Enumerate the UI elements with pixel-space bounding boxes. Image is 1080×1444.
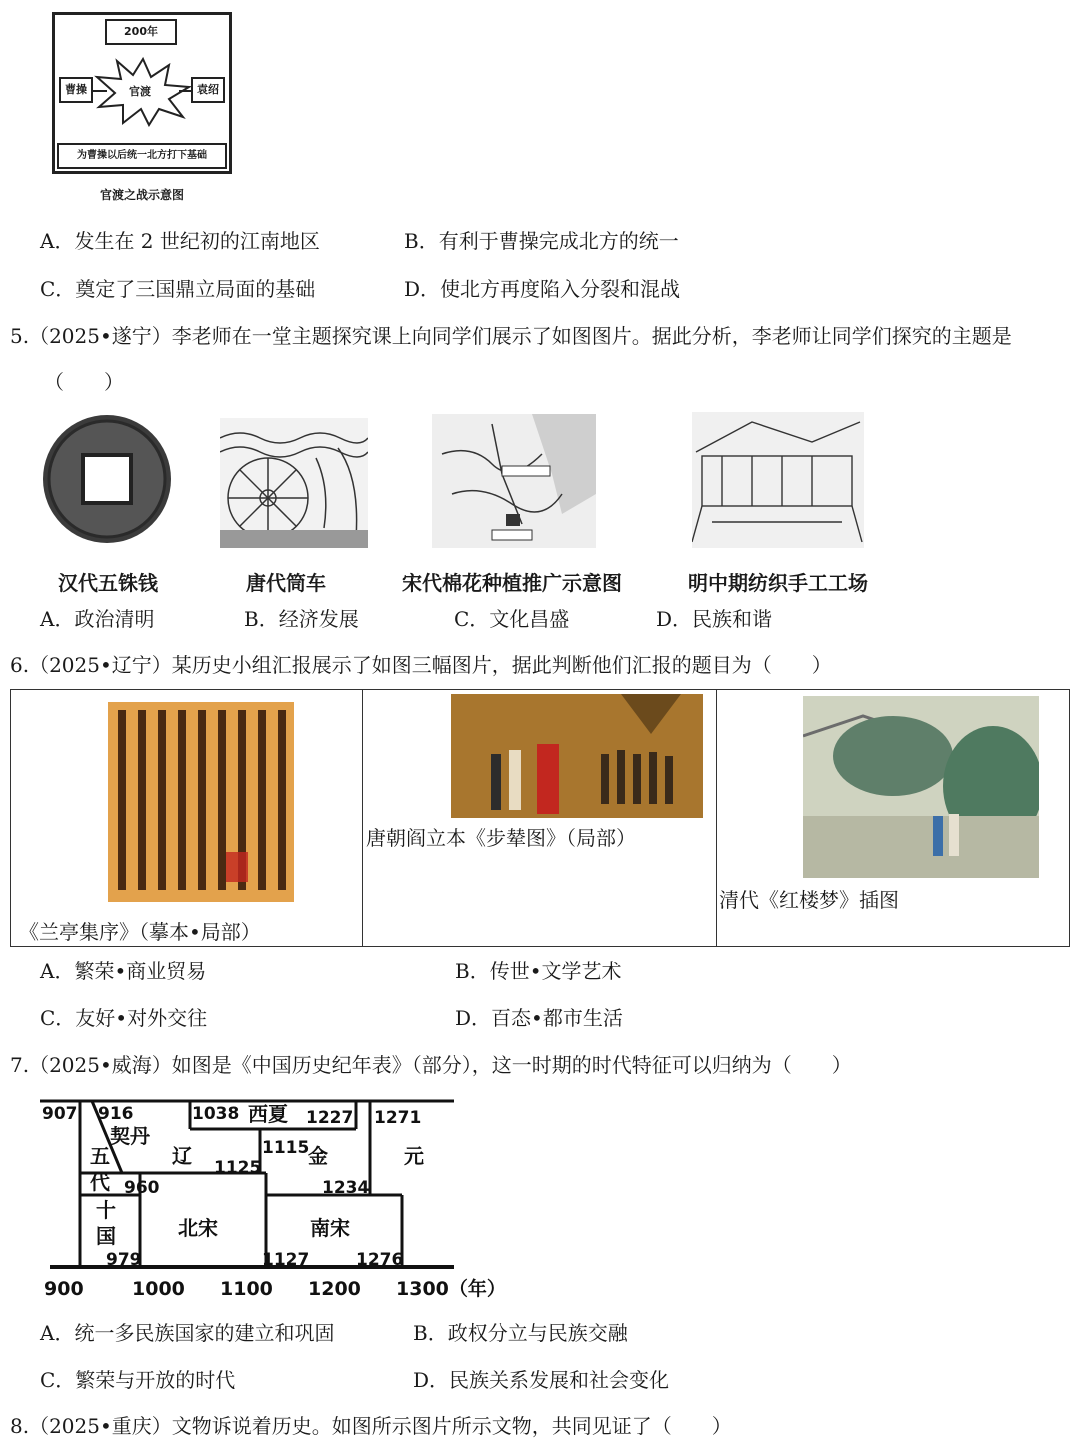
q7-option-a: A．统一多民族国家的建立和巩固 [40,1321,335,1345]
q6-cell-calligraphy [11,690,363,946]
buniantu-image [451,694,703,818]
label-qidan: 契丹 [110,1124,150,1148]
x-tick-label: 1300（年） [396,1278,506,1300]
painting-caption: 唐朝阎立本《步辇图》（局部） [366,826,636,850]
calligraphy-image [108,702,294,902]
label-907: 907 [42,1104,78,1124]
q6-option-d: D．百态•都市生活 [455,1006,623,1030]
label-916: 916 [98,1104,134,1124]
label-1276: 1276 [356,1250,404,1270]
label-liao: 辽 [172,1144,192,1168]
x-tick-label: 1200 [308,1278,361,1300]
diagram-yuanshao-box: 袁绍 [191,77,225,103]
q5-option-d: D．民族和谐 [656,607,773,631]
q8-stem: 8.（2025•重庆）文物诉说着历史。如图所示图片所示文物，共同见证了（ ） [10,1414,732,1438]
q5-stem: 5.（2025•遂宁）李老师在一堂主题探究课上向同学们展示了如图图片。据此分析，李老师让同学们探究的主题是 [10,324,1012,348]
label-shi: 十 [96,1198,116,1222]
label-979: 979 [106,1250,142,1270]
label-1038: 1038 [192,1104,240,1124]
diagram-caocao-box: 曹操 [59,77,93,103]
label-nansong: 南宋 [310,1216,350,1240]
diagram-caption: 官渡之战示意图 [100,188,185,202]
diagram-result-box: 为曹操以后统一北方打下基础 [57,143,227,169]
q5-stem-blank: （ ） [44,370,124,394]
workshop-caption: 明中期纺织手工工场 [688,571,868,595]
q7-stem: 7.（2025•威海）如图是《中国历史纪年表》（部分），这一时期的时代特征可以归纳为（ ） [10,1053,852,1077]
diagram-year-box: 200年 [105,19,177,45]
coin-caption: 汉代五铢钱 [58,571,158,595]
x-tick-label: 1100 [220,1278,273,1300]
label-1234: 1234 [322,1178,370,1198]
cotton-map-image [432,414,596,548]
q4-option-b: B．有利于曹操完成北方的统一 [404,229,679,253]
q5-option-b: B．经济发展 [244,607,359,631]
label-guo: 国 [96,1224,116,1248]
label-xixia: 西夏 [248,1102,288,1126]
waterwheel-image [220,418,368,548]
diagram-guandu-label: 官渡 [129,85,151,98]
q4-option-c: C．奠定了三国鼎立局面的基础 [40,277,316,301]
label-1127: 1127 [262,1250,310,1270]
label-dai: 代 [90,1170,110,1194]
q7-option-d: D．民族关系发展和社会变化 [413,1368,670,1392]
label-960: 960 [124,1178,160,1198]
q4-option-d: D．使北方再度陷入分裂和混战 [404,277,681,301]
coin-image [40,412,174,546]
q5-option-a: A．政治清明 [40,607,155,631]
q6-option-a: A．繁荣•商业贸易 [40,959,207,983]
x-axis-ticks [44,1277,506,1300]
battle-guandu-diagram [52,12,232,174]
q4-option-a: A．发生在 2 世纪初的江南地区 [40,229,320,253]
illustration-caption: 清代《红楼梦》插图 [719,888,899,912]
label-1271: 1271 [374,1108,422,1128]
q7-option-b: B．政权分立与民族交融 [413,1321,628,1345]
q6-cell-illustration [717,690,1069,946]
label-beisong: 北宋 [178,1216,218,1240]
q5-option-c: C．文化昌盛 [454,607,570,631]
label-1227: 1227 [306,1108,354,1128]
label-1125: 1125 [214,1158,262,1178]
hongloumeng-image [803,696,1039,878]
cotton-map-caption: 宋代棉花种植推广示意图 [402,571,622,595]
q6-option-b: B．传世•文学艺术 [455,959,622,983]
waterwheel-caption: 唐代筒车 [246,571,326,595]
workshop-image [692,412,864,548]
q6-stem: 6.（2025•辽宁）某历史小组汇报展示了如图三幅图片，据此判断他们汇报的题目为（ ） [10,653,832,677]
q6-image-table [10,689,1070,947]
q6-cell-painting [363,690,717,946]
q7-option-c: C．繁荣与开放的时代 [40,1368,236,1392]
label-1115: 1115 [262,1138,310,1158]
calligraphy-caption: 《兰亭集序》（摹本•局部） [19,920,261,944]
label-yuan: 元 [404,1144,424,1168]
x-tick-label: 1000 [132,1278,185,1300]
label-jin: 金 [308,1144,328,1168]
chronology-table-chart [40,1095,510,1310]
x-tick-label: 900 [44,1278,84,1300]
label-wu: 五 [90,1144,110,1168]
q6-option-c: C．友好•对外交往 [40,1006,208,1030]
